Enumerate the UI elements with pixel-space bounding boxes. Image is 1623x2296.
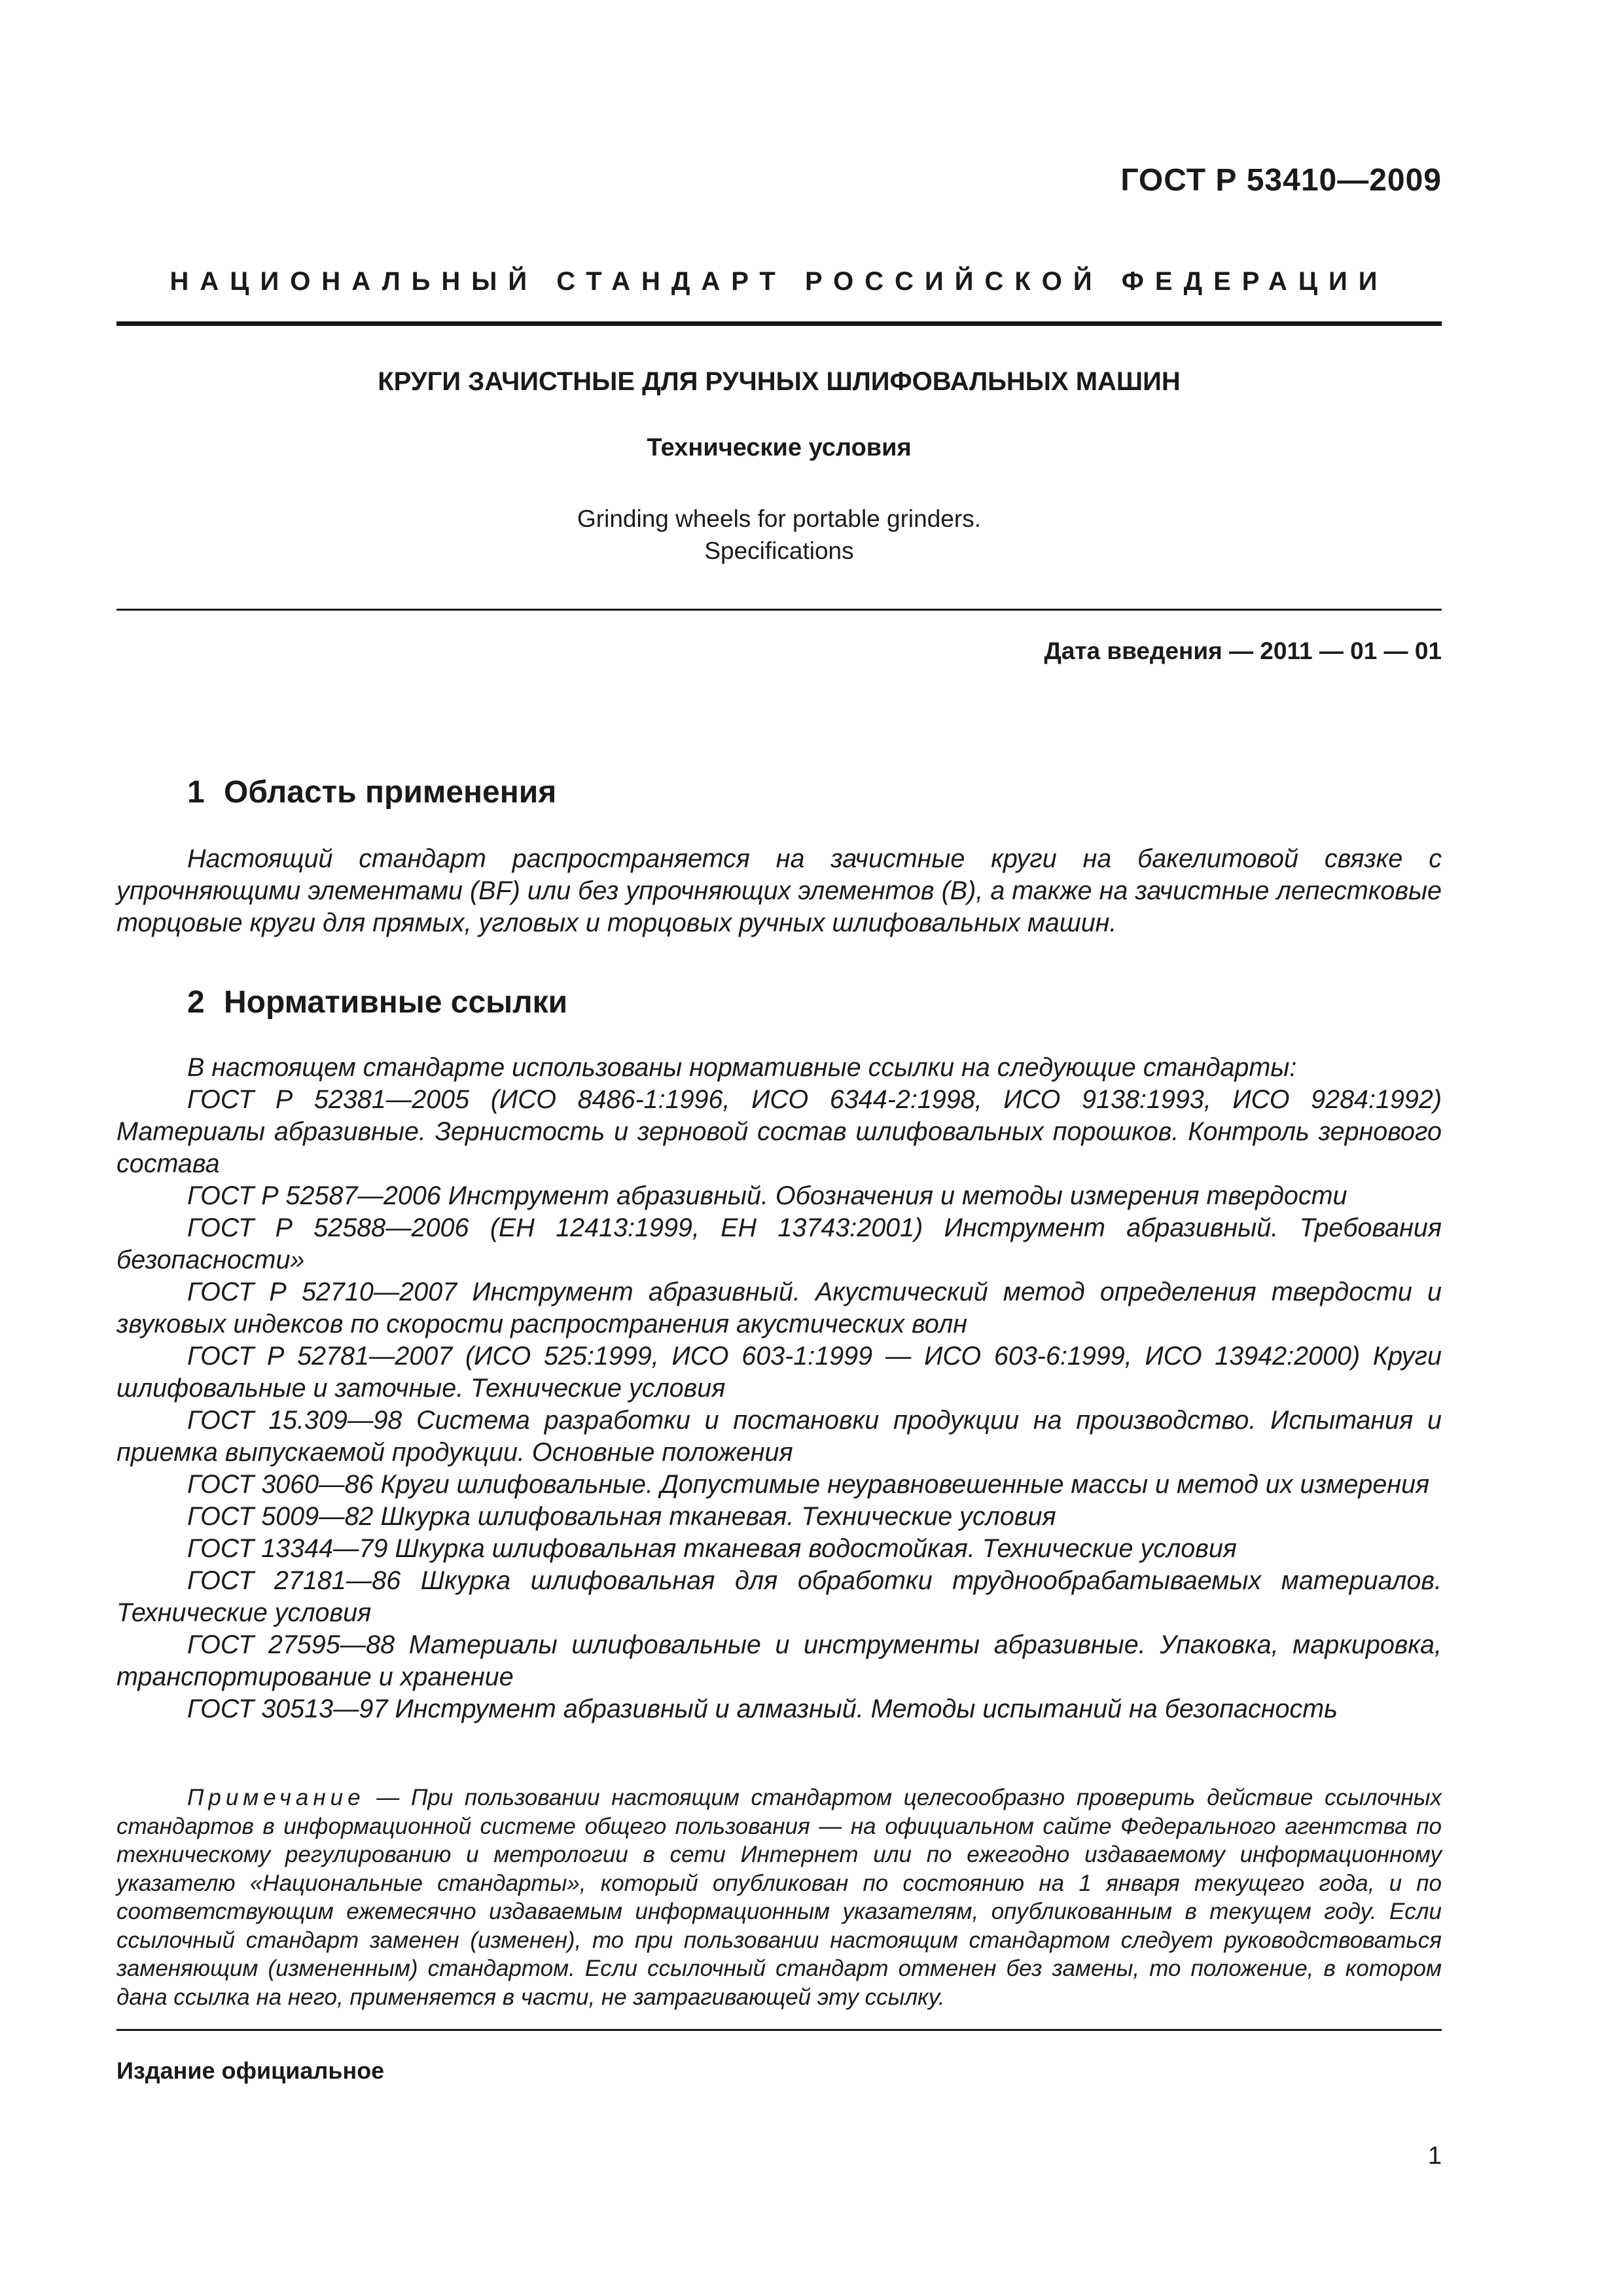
reference-item: ГОСТ 5009—82 Шкурка шлифовальная тканевая. Технические условия [187, 1502, 1056, 1531]
reference-item: ГОСТ 13344—79 Шкурка шлифовальная тканевая водостойкая. Технические условия [187, 1534, 1237, 1563]
section-2-title: Нормативные ссылки [224, 985, 568, 1020]
reference-item: ГОСТ Р 52587—2006 Инструмент абразивный. Обозначения и методы измерения твердости [187, 1181, 1347, 1210]
english-title-line-1: Grinding wheels for portable grinders. [577, 505, 981, 532]
effective-date: Дата введения — 2011 — 01 — 01 [1044, 637, 1442, 664]
section-2-number: 2 [187, 985, 205, 1020]
reference-item: ГОСТ 27181—86 Шкурка шлифовальная для обработки труднообрабатываемых материалов. Технические условия [116, 1566, 1442, 1627]
section-1-paragraph: Настоящий стандарт распространяется на зачистные круги на бакелитовой связке с упрочняющими элементами (BF) или без упрочняющих элементов (В), а также на зачистные лепестковые торцовые круги для прямых, угловых и торцовых ручных шлифовальных машин. [116, 844, 1442, 937]
page-number: 1 [1427, 2142, 1442, 2170]
reference-item: ГОСТ Р 52381—2005 (ИСО 8486-1:1996, ИСО 6344-2:1998, ИСО 9138:1993, ИСО 9284:1992) Материалы абразивные. Зернистость и зерновой состав шлифовальных порошков. Контроль зернового состава [116, 1085, 1442, 1178]
note-label: Примечание [187, 1785, 365, 1810]
title-divider [116, 609, 1442, 611]
edition-label: Издание официальное [116, 2057, 385, 2084]
section-1-body [116, 843, 1442, 939]
references-list [116, 1052, 1442, 1725]
section-2-heading [187, 984, 567, 1020]
reference-item: ГОСТ Р 52588—2006 (ЕН 12413:1999, ЕН 13743:2001) Инструмент абразивный. Требования безопасности» [116, 1213, 1442, 1274]
reference-item: ГОСТ 3060—86 Круги шлифовальные. Допустимые неуравновешенные массы и метод их измерения [187, 1470, 1430, 1499]
section-1-title: Область применения [224, 775, 557, 810]
english-title-line-2: Specifications [704, 537, 854, 564]
references-note [116, 1784, 1442, 2011]
national-standard-banner: НАЦИОНАЛЬНЫЙ СТАНДАРТ РОССИЙСКОЙ ФЕДЕРАЦИИ [169, 267, 1389, 296]
reference-item: ГОСТ Р 52781—2007 (ИСО 525:1999, ИСО 603-1:1999 — ИСО 603-6:1999, ИСО 13942:2000) Круги шлифовальные и заточные. Технические условия [116, 1342, 1442, 1403]
reference-item: ГОСТ 30513—97 Инструмент абразивный и алмазный. Методы испытаний на безопасность [187, 1695, 1338, 1723]
reference-item: ГОСТ Р 52710—2007 Инструмент абразивный. Акустический метод определения твердости и звуковых индексов по скорости распространения акустических волн [116, 1278, 1442, 1338]
footer-divider [116, 2029, 1442, 2031]
document-subtitle: Технические условия [647, 434, 912, 461]
gost-number: ГОСТ Р 53410—2009 [1120, 163, 1442, 198]
section-1-number: 1 [187, 775, 205, 810]
header-divider [116, 321, 1442, 326]
section-1-heading [187, 774, 556, 810]
english-title [116, 503, 1442, 567]
reference-item: ГОСТ 27595—88 Материалы шлифовальные и инструменты абразивные. Упаковка, маркировка, транспортирование и хранение [116, 1630, 1442, 1691]
document-title: КРУГИ ЗАЧИСТНЫЕ ДЛЯ РУЧНЫХ ШЛИФОВАЛЬНЫХ МАШИН [378, 367, 1181, 396]
note-text: — При пользовании настоящим стандартом целесообразно проверить действие ссылочных стандартов в информационной системе общего пользования — на официальном сайте Федерального агентства по техническому регулированию и метрологии в сети Интернет или по ежегодно издаваемому информационному указателю «Национальные стандарты», который опубликован по состоянию на 1 января текущего года, и по соответствующим ежемесячно издаваемым информационным указателям, опубликованным в текущем году. Если ссылочный стандарт заменен (изменен), то при пользовании настоящим стандартом следует руководствоваться заменяющим (измененным) стандартом. Если ссылочный стандарт отменен без замены, то положение, в котором дана ссылка на него, применяется в части, не затрагивающей эту ссылку. [116, 1785, 1442, 2010]
references-intro: В настоящем стандарте использованы нормативные ссылки на следующие стандарты: [187, 1053, 1297, 1082]
reference-item: ГОСТ 15.309—98 Система разработки и постановки продукции на производство. Испытания и приемка выпускаемой продукции. Основные положения [116, 1406, 1442, 1467]
